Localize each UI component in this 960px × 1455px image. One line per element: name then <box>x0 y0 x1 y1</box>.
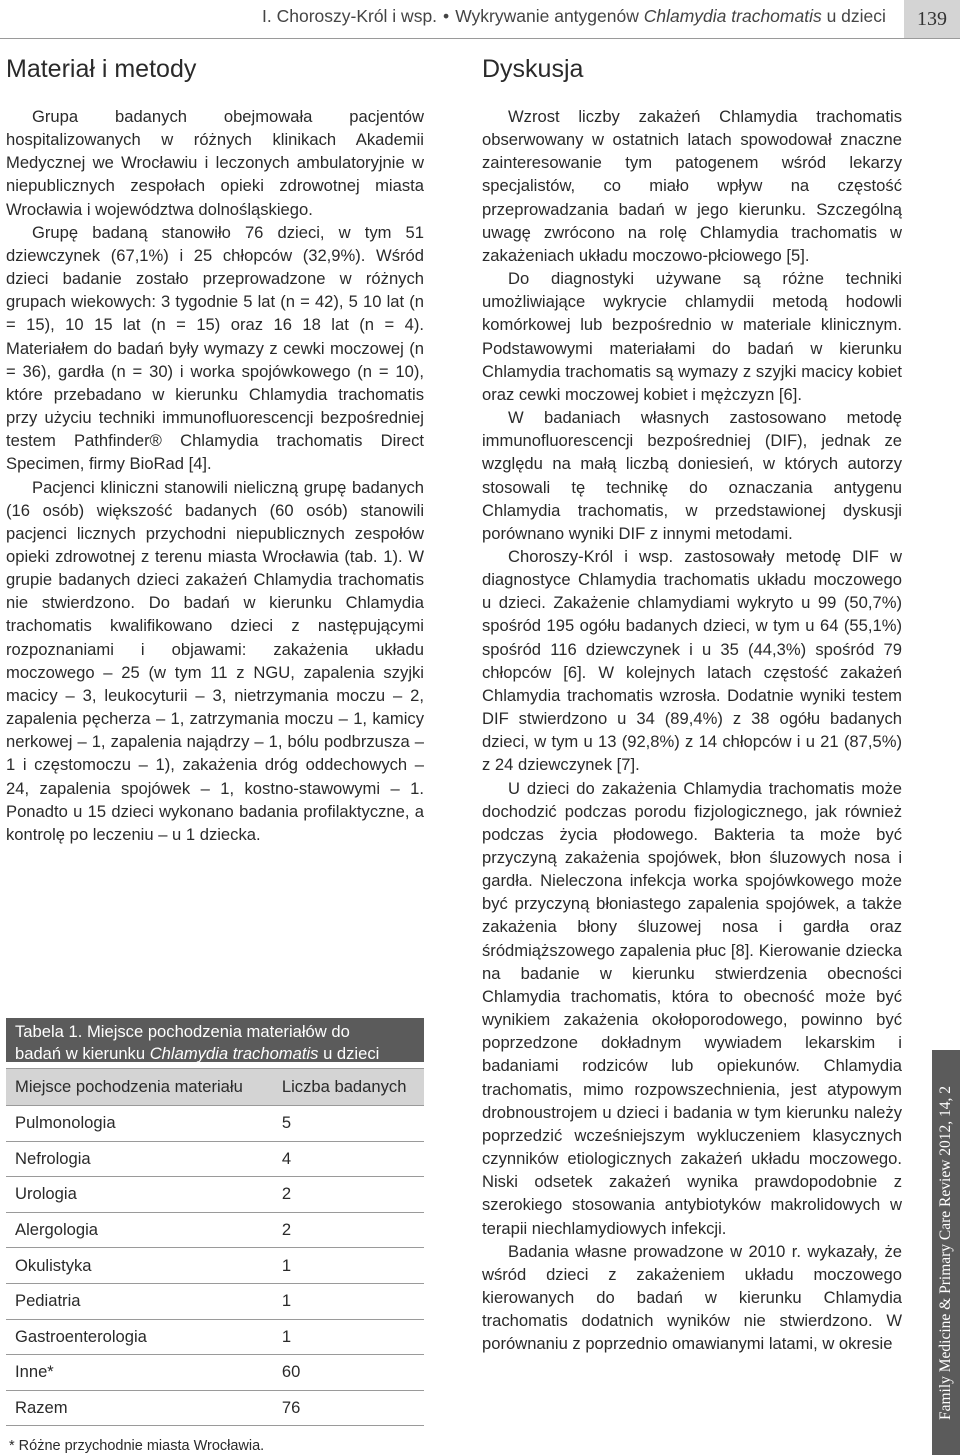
row-count: 1 <box>266 1319 424 1355</box>
table-row <box>6 1212 424 1248</box>
row-place: Pulmonologia <box>6 1106 266 1142</box>
row-count: 1 <box>266 1283 424 1319</box>
table-row-total <box>6 1390 424 1426</box>
table-footnote: * Różne przychodnie miasta Wrocławia. <box>9 1438 265 1455</box>
table-header-row <box>6 1069 424 1106</box>
journal-name: Family Medicine & Primary Care Review 2012, 14, 2 <box>937 1085 954 1420</box>
table-caption-prefix: badań w kierunku <box>15 1044 150 1063</box>
row-place: Inne* <box>6 1355 266 1391</box>
header-title-part1: Wykrywanie antygenów <box>455 6 644 26</box>
column-header-place: Miejsce pochodzenia materiału <box>6 1069 266 1106</box>
discussion-paragraph-5: U dzieci do zakażenia Chlamydia trachomatis może dochodzić podczas porodu fizjologicznego, jak również podczas życia płodowego. Bakteria ta może być przyczyną zakażenia spojówek, błon śluzowych nosa i gardła. Nieleczona infekcja worka spojówkowego może być przyczyną błoniastego zapalenia spojówek, a także zakażenia błony śluzowej nosa i gardła oraz śródmiąższowego zapalenia płuc [8]. Kierowanie dziecka na badanie w kierunku stwierdzenia obecności Chlamydia trachomatis, która to obecność może być wynikiem zakażenia okołoporodowego, powinno być poprzedzone dokładnym wywiadem lekarskim i badaniami rodziców lub opiekunów. Chlamydia trachomatis, mimo rozpowszechnienia, jest atypowym drobnoustrojem u dzieci i badania w tym kierunku należy poprzedzić wcześniejszym wykluczeniem klasycznych czynników etiologicznych zakażeń układu moczowego. Niski odsetek zakażeń wynika prawdopodobnie z szerokiego stosowania antybiotyków makrolidowych w terapii niechlamydiowych infekcji. <box>482 778 902 1238</box>
page-number: 139 <box>904 0 960 38</box>
section-heading-discussion: Dyskusja <box>482 55 584 83</box>
left-column <box>6 54 424 846</box>
row-place: Okulistyka <box>6 1248 266 1284</box>
row-count: 2 <box>266 1177 424 1213</box>
header-bullet: • <box>443 6 450 26</box>
table-caption-line-2 <box>15 1043 415 1065</box>
discussion-paragraph-4: Choroszy-Król i wsp. zastosowały metodę DIF w diagnostyce Chlamydia trachomatis układu moczowego u dzieci. Zakażenie chlamydiami wykryto u 99 (50,7%) spośród 195 ogółu badanych dzieci, w tym u 64 (55,1%) spośród 116 dziewczynek i u 35 (44,3%) spośród 79 chłopców [6]. W kolejnych latach częstość zakażeń Chlamydia trachomatis wzrosła. Dodatnie wyniki testem DIF stwierdzono u 34 (89,4%) z 38 ogółu badanych dzieci, w tym u 13 (92,8%) z 14 chłopców i u 21 (87,5%) z 24 dziewczynek [7]. <box>482 546 902 775</box>
running-head <box>262 6 902 27</box>
methods-paragraph-3: Pacjenci kliniczni stanowili nieliczną grupę badanych (16 osób) większość badanych (60 osób) stanowili pacjenci licznych przychodni niepublicznych zespołów opieki zdrowotnej z terenu miasta Wrocławia (tab. 1). W grupie badanych dzieci zakażeń Chlamydia trachomatis nie stwierdzono. Do badań w kierunku Chlamydia trachomatis kwalifikowano dzieci z następującymi rozpoznaniami i objawami: zakażenia układu moczowego – 25 (w tym 11 z NGU, zapalenia szyjki macicy – 3, leukocyturii – 3, nietrzymania moczu – 2, zapalenia pęcherza – 1, zatrzymania moczu – 1, kamicy nerkowej – 1, zapalenia najądrzy – 1, bólu podbrzusza – 1 i częstomoczu – 1), zakażenia dróg oddechowych – 24, zapalenia spojówek – 1, kostno-stawowymi – 1. Ponadto u 15 dzieci wykonano badania profilaktyczne, a kontrolę po leczeniu – u 1 dziecka. <box>6 477 424 844</box>
row-count: 5 <box>266 1106 424 1142</box>
table-row <box>6 1177 424 1213</box>
row-count: 1 <box>266 1248 424 1284</box>
row-place: Pediatria <box>6 1283 266 1319</box>
header-title-italic: Chlamydia trachomatis <box>643 6 822 26</box>
table-caption-line-1: Tabela 1. Miejsce pochodzenia materiałów do <box>15 1022 350 1041</box>
page-header <box>0 0 960 40</box>
table-row <box>6 1283 424 1319</box>
table-caption-suffix: u dzieci <box>318 1044 380 1063</box>
row-place: Urologia <box>6 1177 266 1213</box>
table-row <box>6 1355 424 1391</box>
row-place: Nefrologia <box>6 1141 266 1177</box>
table-1 <box>6 1018 424 1454</box>
discussion-paragraph-2: Do diagnostyki używane są różne techniki umożliwiające wykrycie chlamydii metodą hodowli komórkowej lub bezpośrednio w materiale klinicznym. Podstawowymi materiałami do badań w kierunku Chlamydia trachomatis są wymazy z szyjki macicy kobiet oraz cewki moczowej kobiet i mężczyzn [6]. <box>482 269 902 404</box>
methods-paragraph-1: Grupa badanych obejmowała pacjentów hospitalizowanych w różnych klinikach Akademii Medycznej we Wrocławiu i leczonych ambulatoryjnie w niepublicznych zespołach opieki zdrowotnej miasta Wrocławia i województwa dolnośląskiego. <box>6 107 424 219</box>
row-place: Razem <box>6 1390 266 1426</box>
row-place: Gastroenterologia <box>6 1319 266 1355</box>
column-header-count: Liczba badanych <box>266 1069 424 1106</box>
table-caption <box>6 1018 424 1062</box>
row-place: Alergologia <box>6 1212 266 1248</box>
header-rule <box>0 38 960 39</box>
table-row <box>6 1248 424 1284</box>
discussion-paragraph-1: Wzrost liczby zakażeń Chlamydia trachomatis obserwowany w ostatnich latach spowodował znaczne zainteresowanie tym patogenem wśród lekarzy specjalistów, co miało wpływ na częstość przeprowadzania badań w jego kierunku. Szczególną uwagę zwrócono na rolę Chlamydia trachomatis w zakażeniach układu moczowo-płciowego [5]. <box>482 107 902 265</box>
section-heading-methods: Materiał i metody <box>6 55 197 83</box>
header-author: I. Choroszy-Król i wsp. <box>262 6 438 26</box>
discussion-paragraph-3: W badaniach własnych zastosowano metodę immunofluorescencji bezpośredniej (DIF), jednak ze względu na małą liczbą doniesień, w których autorzy stosowali tę technikę do oznaczania antygenu Chlamydia trachomatis, w przedstawionej dyskusji porównano wyniki DIF z innymi metodami. <box>482 408 902 543</box>
header-title-part2: u dzieci <box>821 6 886 26</box>
discussion-paragraph-6: Badania własne prowadzone w 2010 r. wykazały, że wśród dzieci z zakażeniem układu moczowego kierowanych do badań w kierunku Chlamydia trachomatis dodatnich wyników nie stwierdzono. W porównaniu z poprzednio omawianymi latami, w okresie <box>482 1241 902 1354</box>
table-caption-italic: Chlamydia trachomatis <box>149 1044 319 1063</box>
row-count: 76 <box>266 1390 424 1426</box>
table-row <box>6 1319 424 1355</box>
table-body <box>6 1068 424 1426</box>
table-row <box>6 1141 424 1177</box>
table-row <box>6 1106 424 1142</box>
methods-paragraph-2: Grupę badaną stanowiło 76 dzieci, w tym 51 dziewczynek (67,1%) i 25 chłopców (32,9%). Wśród dzieci badanie zostało przeprowadzone w różnych grupach wiekowych: 3 tygodnie 5 lat (n = 42), 5 10 lat (n = 15), 10 15 lat (n = 15) oraz 16 18 lat (n = 4). Materiałem do badań były wymazy z cewki moczowej (n = 36), gardła (n = 30) i worka spojówkowego (n = 10), które przebadano w kierunku Chlamydia trachomatis przy użyciu techniki immunofluorescencji bezpośredniej testem Pathfinder® Chlamydia trachomatis Direct Specimen, firmy BioRad [4]. <box>6 222 424 474</box>
row-count: 4 <box>266 1141 424 1177</box>
row-count: 60 <box>266 1355 424 1391</box>
row-count: 2 <box>266 1212 424 1248</box>
journal-side-strip <box>932 1050 960 1455</box>
right-column <box>482 54 902 1355</box>
